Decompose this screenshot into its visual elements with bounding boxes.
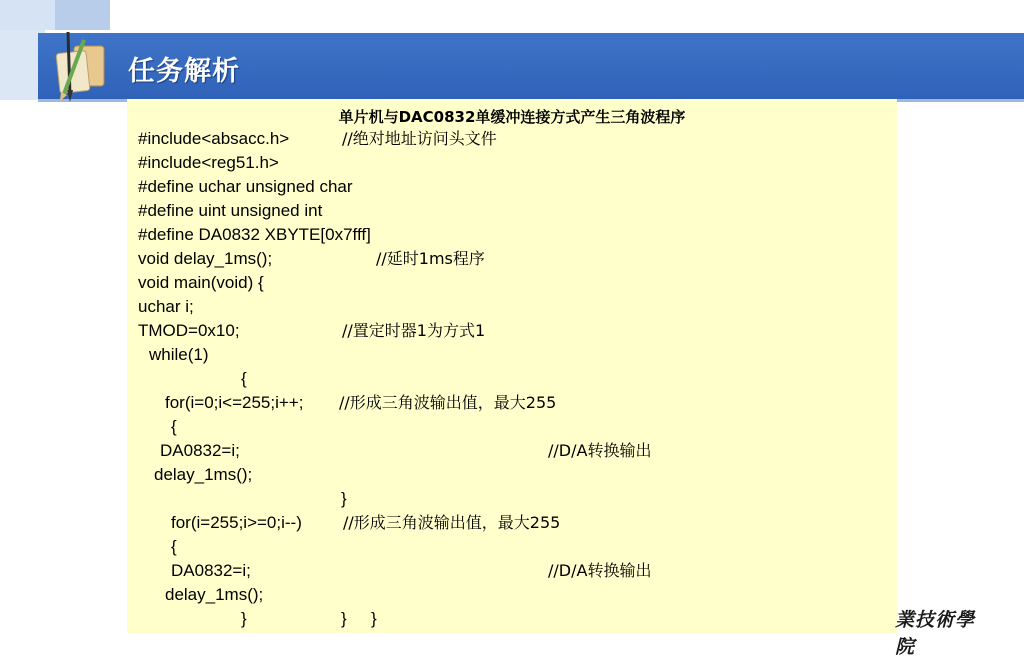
page-title: 任务解析: [128, 56, 240, 87]
pencil-brush-logo-icon: [44, 28, 110, 104]
code-line: #define DA0832 XBYTE[0x7fff]: [138, 225, 371, 244]
code-line: for(i=0;i<=255;i++; //形成三角波输出值，最大255: [165, 393, 557, 412]
code-line: uchar i;: [138, 297, 194, 316]
code-panel: [127, 99, 897, 633]
code-line: #define uint unsigned int: [138, 201, 323, 220]
code-line: #include<reg51.h>: [138, 153, 279, 172]
code-line: {: [241, 369, 247, 388]
code-line: DA0832=i; //D/A转换输出: [171, 561, 652, 580]
code-line: delay_1ms();: [154, 465, 253, 484]
code-line: delay_1ms();: [165, 585, 264, 604]
code-line: } } }: [241, 609, 377, 628]
code-line: void main(void) {: [138, 273, 264, 292]
decor-block: [55, 0, 110, 30]
code-line: TMOD=0x10; //置定时器1为方式1: [138, 321, 486, 340]
code-line: #define uchar unsigned char: [138, 177, 353, 196]
code-line: void delay_1ms(); //延时1ms程序: [138, 249, 485, 268]
code-line: while(1): [149, 345, 209, 364]
code-line: }: [341, 489, 347, 508]
code-line: #include<absacc.h> //绝对地址访问头文件: [138, 129, 497, 148]
code-line: DA0832=i; //D/A转换输出: [160, 441, 652, 460]
code-line: for(i=255;i>=0;i--) //形成三角波输出值，最大255: [171, 513, 561, 532]
institution-watermark: 業技術學院: [895, 609, 976, 658]
panel-title: 单片机与DAC0832单缓冲连接方式产生三角波程序: [338, 108, 686, 126]
code-line: {: [171, 417, 177, 436]
code-line: {: [171, 537, 177, 556]
